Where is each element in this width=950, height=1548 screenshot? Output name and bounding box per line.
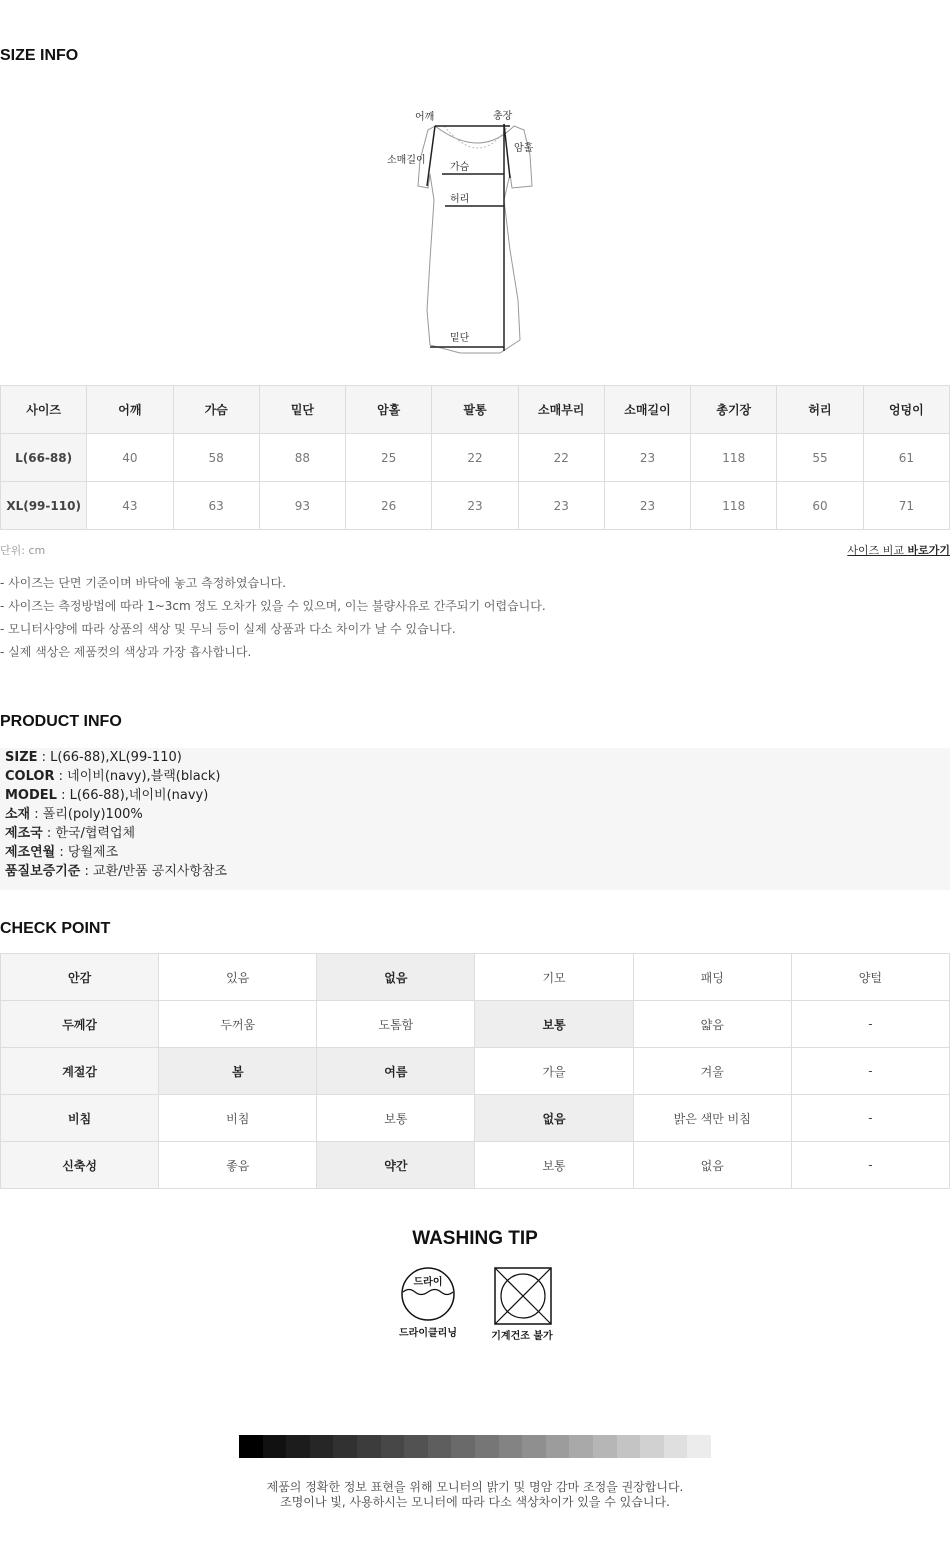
check-option-selected: 봄 [159,1048,317,1095]
check-point-title: CHECK POINT [0,920,111,937]
gray-swatch [333,1435,357,1458]
gray-swatch [381,1435,405,1458]
product-info-value: 교환/반품 공지사항참조 [93,864,228,879]
table-cell: 22 [432,434,518,482]
label-shoulder: 어깨 [415,112,435,123]
product-info-row [0,862,950,881]
check-option-selected: 여름 [317,1048,475,1095]
check-option: 패딩 [633,954,791,1001]
table-row [1,1001,950,1048]
table-cell: 55 [777,434,863,482]
check-option: 가을 [475,1048,633,1095]
check-option: 보통 [317,1095,475,1142]
gray-swatch [310,1435,334,1458]
table-cell: 58 [173,434,259,482]
check-option: 양털 [791,954,949,1001]
table-cell: 71 [863,482,949,530]
header-hem: 밑단 [259,386,345,434]
gray-swatch [664,1435,688,1458]
product-info-row [0,786,950,805]
header-waist: 허리 [777,386,863,434]
table-cell: 93 [259,482,345,530]
gray-swatch [593,1435,617,1458]
product-info-title: PRODUCT INFO [0,713,122,730]
label-sleeve-length: 소매길이 [387,155,426,166]
size-compare-prefix: 사이즈 비교 [847,544,904,557]
size-info-title: SIZE INFO [0,47,79,64]
unit-label: 단위: cm [0,544,46,557]
product-info-row [0,767,950,786]
check-option: 없음 [633,1142,791,1189]
check-label: 계절감 [1,1048,159,1095]
no-tumble-dry-icon [491,1268,553,1342]
product-info-value: L(66-88),네이비(navy) [69,788,209,803]
check-option: 있음 [159,954,317,1001]
sleeve-line [427,126,435,186]
table-cell: 88 [259,434,345,482]
gray-swatch [286,1435,310,1458]
product-info-key: 제조연월 [5,845,56,860]
check-option: 좋음 [159,1142,317,1189]
product-info-separator: : [55,845,68,860]
product-info-separator: : [30,807,43,822]
dry-clean-symbol-text: 드라이 [413,1277,443,1288]
header-shoulder: 어깨 [87,386,173,434]
check-option: - [791,1048,949,1095]
gray-scale-bar [239,1435,711,1458]
product-info-box [0,748,950,890]
gray-swatch [239,1435,263,1458]
gray-swatch [475,1435,499,1458]
table-row [1,954,950,1001]
disclaimer-line: 조명이나 빛, 사용하시는 모니터에 따라 다소 색상차이가 있을 수 있습니다. [280,1495,670,1509]
table-cell: 61 [863,434,949,482]
product-info-key: MODEL [5,788,57,803]
dress-size-diagram [380,100,580,365]
product-info-separator: : [56,788,70,803]
product-info-row [0,805,950,824]
check-option: 비침 [159,1095,317,1142]
header-chest: 가슴 [173,386,259,434]
gray-swatch [687,1435,711,1458]
check-option: 얇음 [633,1001,791,1048]
product-info-value: L(66-88),XL(99-110) [50,750,182,765]
header-sleeve-length: 소매길이 [604,386,690,434]
product-info-key: 품질보증기준 [5,864,81,879]
product-info-row [0,748,950,767]
table-row [1,1142,950,1189]
check-option: 도톰함 [317,1001,475,1048]
size-notes [0,574,546,666]
monitor-disclaimer [0,1480,950,1510]
check-option: 보통 [475,1142,633,1189]
gray-swatch [569,1435,593,1458]
header-total-length: 총기장 [691,386,777,434]
product-info-row [0,843,950,862]
check-option: - [791,1142,949,1189]
header-size: 사이즈 [1,386,87,434]
size-table-header [1,386,950,434]
gray-swatch [499,1435,523,1458]
table-row [1,434,950,482]
check-point-table [0,953,950,1189]
gray-swatch [617,1435,641,1458]
gray-swatch [640,1435,664,1458]
table-cell: 118 [691,482,777,530]
table-cell: 23 [604,434,690,482]
table-cell: 25 [346,434,432,482]
table-cell: 60 [777,482,863,530]
table-cell: 23 [432,482,518,530]
gray-swatch [357,1435,381,1458]
check-option-selected: 없음 [317,954,475,1001]
product-info-separator: : [37,750,51,765]
product-info-value: 폴리(poly)100% [42,807,143,822]
table-row [1,1048,950,1095]
gray-swatch [522,1435,546,1458]
list-item: - 모니터사양에 따라 상품의 색상 및 무늬 등이 실제 상품과 다소 차이가 날 수 있습니다. [0,622,456,636]
product-info-key: 소재 [5,807,31,822]
gray-swatch [263,1435,287,1458]
header-hip: 엉덩이 [863,386,949,434]
check-option: - [791,1095,949,1142]
product-info-value: 한국/협력업체 [55,826,136,841]
table-cell: 63 [173,482,259,530]
check-option: 밝은 색만 비침 [633,1095,791,1142]
gray-swatch [451,1435,475,1458]
label-chest: 가슴 [450,162,470,173]
size-compare-link[interactable] [847,542,950,558]
product-info-key: COLOR [5,769,55,784]
table-cell: 40 [87,434,173,482]
product-info-separator: : [80,864,94,879]
size-table [0,385,950,530]
check-option: 기모 [475,954,633,1001]
check-label: 두께감 [1,1001,159,1048]
gray-swatch [546,1435,570,1458]
header-armhole: 암홀 [346,386,432,434]
label-armhole: 암홀 [514,143,534,154]
list-item: - 실제 색상은 제품컷의 색상과 가장 흡사합니다. [0,645,252,659]
check-label: 비침 [1,1095,159,1142]
product-info-row [0,824,950,843]
product-info-value: 네이비(navy),블랙(black) [67,769,221,784]
washing-icons [0,1264,950,1354]
check-option: 두꺼움 [159,1001,317,1048]
gray-swatch [428,1435,452,1458]
dry-clean-label: 드라이클리닝 [399,1328,457,1339]
label-waist: 허리 [450,194,470,205]
check-label: 안감 [1,954,159,1001]
size-compare-link-text: 바로가기 [907,544,950,557]
table-row [1,1095,950,1142]
size-name: XL(99-110) [1,482,87,530]
product-info-separator: : [42,826,56,841]
table-cell: 23 [518,482,604,530]
product-info-key: SIZE [5,750,38,765]
dry-clean-icon [398,1268,457,1339]
disclaimer-line: 제품의 정확한 정보 표현을 위해 모니터의 밝기 및 명암 감마 조정을 권장합니다. [266,1480,684,1494]
gray-swatch [404,1435,428,1458]
product-info-separator: : [54,769,68,784]
header-cuff: 소매부리 [518,386,604,434]
check-option-selected: 없음 [475,1095,633,1142]
header-arm-width: 팔통 [432,386,518,434]
size-name: L(66-88) [1,434,87,482]
table-cell: 26 [346,482,432,530]
label-hem: 밑단 [450,333,470,344]
washing-tip-title: WASHING TIP [412,1228,538,1249]
list-item: - 사이즈는 측정방법에 따라 1~3cm 정도 오차가 있을 수 있으며, 이는 불량사유로 간주되기 어렵습니다. [0,599,546,613]
check-option-selected: 약간 [317,1142,475,1189]
product-info-value: 당월제조 [67,845,119,860]
check-label: 신축성 [1,1142,159,1189]
check-option: 겨울 [633,1048,791,1095]
product-info-key: 제조국 [5,826,43,841]
table-row [1,482,950,530]
table-cell: 43 [87,482,173,530]
label-length: 총장 [493,111,513,122]
list-item: - 사이즈는 단면 기준이며 바닥에 놓고 측정하였습니다. [0,576,287,590]
check-option: - [791,1001,949,1048]
table-cell: 23 [604,482,690,530]
no-tumble-dry-label: 기계건조 불가 [491,1331,553,1342]
table-cell: 22 [518,434,604,482]
table-cell: 118 [691,434,777,482]
check-option-selected: 보통 [475,1001,633,1048]
